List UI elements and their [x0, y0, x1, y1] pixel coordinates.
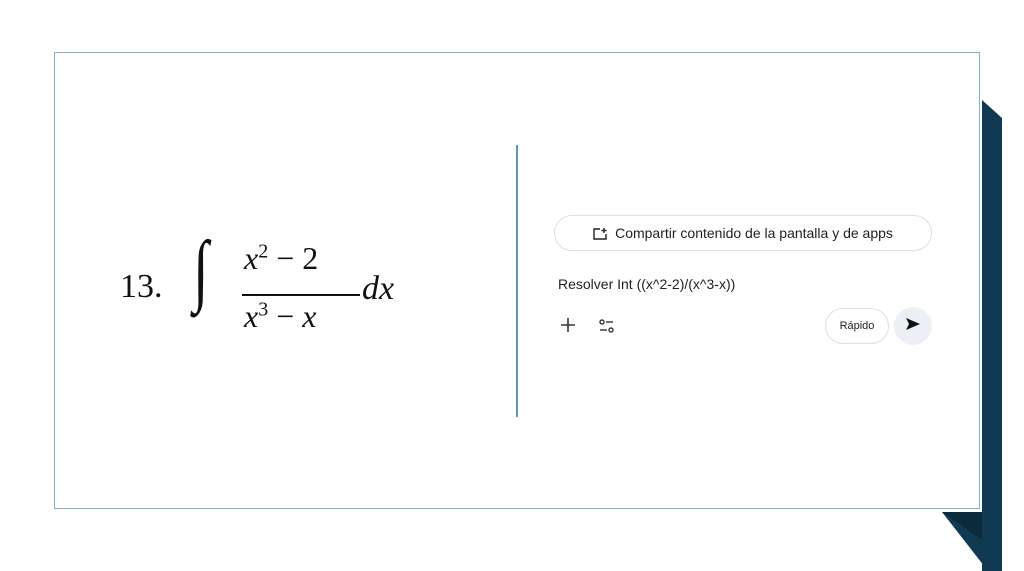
- send-button[interactable]: [894, 307, 932, 345]
- integral-expression: [120, 226, 450, 340]
- vertical-divider: [516, 145, 518, 417]
- mode-selector-button[interactable]: [825, 308, 889, 344]
- prompt-input[interactable]: Resolver Int ((x^2-2)/(x^3-x)): [558, 276, 736, 292]
- assistant-input-panel: [545, 207, 941, 353]
- fraction-numerator: $x^2 - 2$: [244, 240, 319, 276]
- fraction-bar: [242, 294, 360, 296]
- plus-icon[interactable]: [557, 315, 579, 337]
- integral-sign: ∫: [193, 226, 209, 314]
- mode-label: Rápido: [839, 320, 875, 332]
- send-icon: [905, 317, 921, 336]
- differential: dx: [362, 270, 395, 307]
- share-screen-label: Compartir contenido de la pantalla y de apps: [615, 225, 893, 241]
- tune-icon[interactable]: [597, 317, 617, 337]
- share-screen-button[interactable]: [554, 215, 932, 251]
- screen-share-icon: [593, 227, 607, 239]
- exercise-number: 13.: [120, 268, 163, 305]
- fraction-denominator: $x^3 - x$: [244, 298, 317, 334]
